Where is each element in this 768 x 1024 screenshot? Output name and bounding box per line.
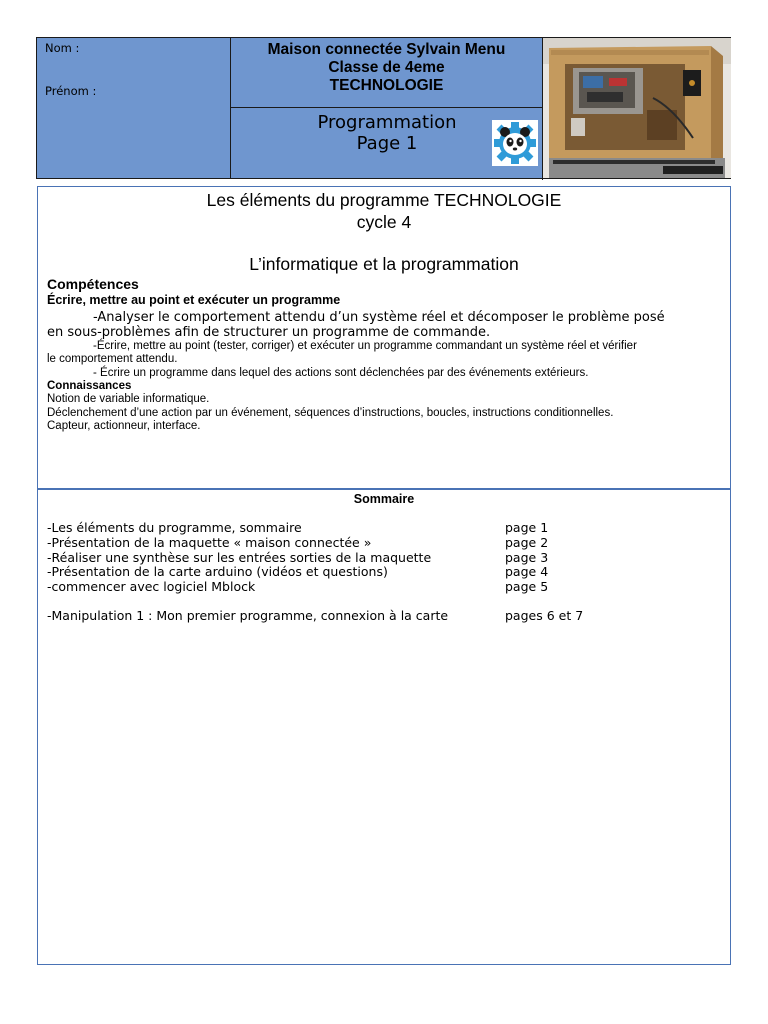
competences-subheading: Écrire, mettre au point et exécuter un programme — [47, 293, 341, 307]
maquette-photo — [543, 38, 731, 178]
connaissance-line-2: Déclenchement d’une action par un événement, séquences d’instructions, boucles, instructions conditionnelles. — [47, 407, 614, 419]
sommaire-item-page: page 1 — [505, 520, 549, 535]
competence-item-1-line-2: en sous-problèmes afin de structurer un programme de commande. — [47, 325, 491, 340]
competence-item-2-line-2: le comportement attendu. — [47, 353, 178, 365]
competence-item-2-line-1: -Écrire, mettre au point (tester, corriger) et exécuter un programme commandant un système réel et vérifier — [93, 340, 637, 352]
prenom-label: Prénom : — [45, 84, 97, 98]
connaissance-line-3: Capteur, actionneur, interface. — [47, 420, 201, 432]
connaissance-line-1: Notion de variable informatique. — [47, 393, 210, 405]
title-line-2: Classe de 4eme — [328, 59, 445, 76]
subtitle-line-2: Page 1 — [356, 133, 418, 154]
sommaire-item-page: page 4 — [505, 564, 549, 579]
student-info-cell — [37, 38, 231, 178]
program-subtitle: L’informatique et la programmation — [249, 254, 519, 274]
sommaire-item-page: page 3 — [505, 550, 549, 565]
sommaire-item-label: -commencer avec logiciel Mblock — [47, 579, 256, 594]
sommaire-item-label: -Manipulation 1 : Mon premier programme, connexion à la carte — [47, 608, 449, 623]
program-title — [38, 189, 730, 233]
sommaire-section — [37, 489, 731, 965]
title-line-3: TECHNOLOGIE — [329, 77, 444, 94]
sommaire-item-label: -Les éléments du programme, sommaire — [47, 520, 302, 535]
subtitle-line-1: Programmation — [317, 112, 457, 133]
competence-item-3: - Écrire un programme dans lequel des actions sont déclenchées par des événements extérieurs. — [93, 367, 589, 379]
sommaire-item-page: page 5 — [505, 579, 549, 594]
sommaire-item-label: -Présentation de la maquette « maison connectée » — [47, 535, 372, 550]
program-section — [37, 186, 731, 489]
sommaire-title: Sommaire — [353, 492, 415, 506]
document-title-cell — [231, 38, 543, 108]
competences-heading: Compétences — [47, 276, 139, 292]
program-title-line-2: cycle 4 — [356, 212, 412, 232]
panda-gear-logo-icon — [492, 120, 538, 166]
sommaire-item-page: pages 6 et 7 — [505, 608, 584, 623]
competence-item-1-line-1: -Analyser le comportement attendu d’un système réel et décomposer le problème posé — [93, 310, 665, 325]
sommaire-item-label: -Présentation de la carte arduino (vidéos et questions) — [47, 564, 388, 579]
nom-label: Nom : — [45, 41, 80, 55]
sommaire-item-page: page 2 — [505, 535, 549, 550]
program-title-line-1: Les éléments du programme TECHNOLOGIE — [206, 190, 562, 210]
header-table — [36, 37, 731, 179]
sommaire-item-label: -Réaliser une synthèse sur les entrées sorties de la maquette — [47, 550, 432, 565]
connaissances-heading: Connaissances — [47, 380, 132, 392]
title-line-1: Maison connectée Sylvain Menu — [267, 41, 506, 58]
page-subtitle-cell — [231, 108, 543, 180]
